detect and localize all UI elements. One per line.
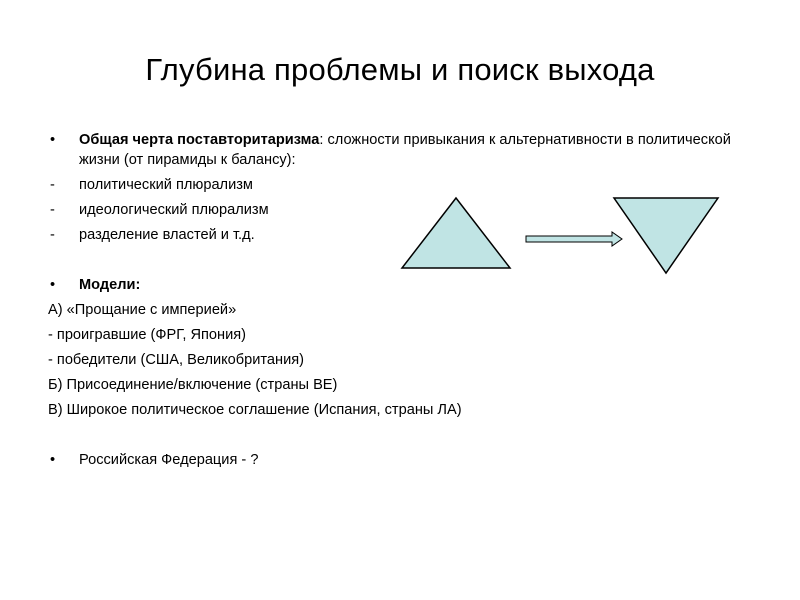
intro-bullet bbox=[48, 128, 758, 173]
spacer bbox=[48, 423, 758, 448]
bullet-marker: • bbox=[50, 132, 56, 148]
model-line: А) «Прощание с империей» bbox=[48, 302, 237, 318]
model-line: - проигравшие (ФРГ, Япония) bbox=[48, 327, 246, 343]
models-heading: Модели: bbox=[79, 277, 141, 293]
dash-item-text: политический плюрализм bbox=[79, 177, 253, 193]
dash-marker: - bbox=[50, 227, 55, 243]
model-line: В) Широкое политическое соглашение (Испания, страны ЛА) bbox=[48, 402, 462, 418]
intro-rest-text: : сложности привыкания к альтернативности в политической жизни (от пирамиды к балансу): bbox=[79, 132, 731, 168]
slide-body bbox=[48, 128, 758, 473]
models-bullet bbox=[48, 273, 758, 298]
model-line: - победители (США, Великобритания) bbox=[48, 352, 305, 368]
dash-marker: - bbox=[50, 177, 55, 193]
intro-bold-text: Общая черта поставторитаризма bbox=[79, 132, 320, 148]
dash-marker: - bbox=[50, 202, 55, 218]
dash-item-text: разделение властей и т.д. bbox=[79, 227, 255, 243]
bullet-marker: • bbox=[50, 277, 56, 293]
last-bullet bbox=[48, 448, 758, 473]
bullet-marker: • bbox=[50, 452, 56, 468]
dash-item bbox=[48, 198, 758, 223]
last-bullet-text: Российская Федерация - ? bbox=[79, 452, 259, 468]
model-line: Б) Присоединение/включение (страны ВЕ) bbox=[48, 377, 338, 393]
dash-item-text: идеологический плюрализм bbox=[79, 202, 269, 218]
spacer bbox=[48, 248, 758, 273]
dash-item bbox=[48, 173, 758, 198]
slide-title: Глубина проблемы и поиск выхода bbox=[145, 52, 655, 87]
dash-item bbox=[48, 223, 758, 248]
